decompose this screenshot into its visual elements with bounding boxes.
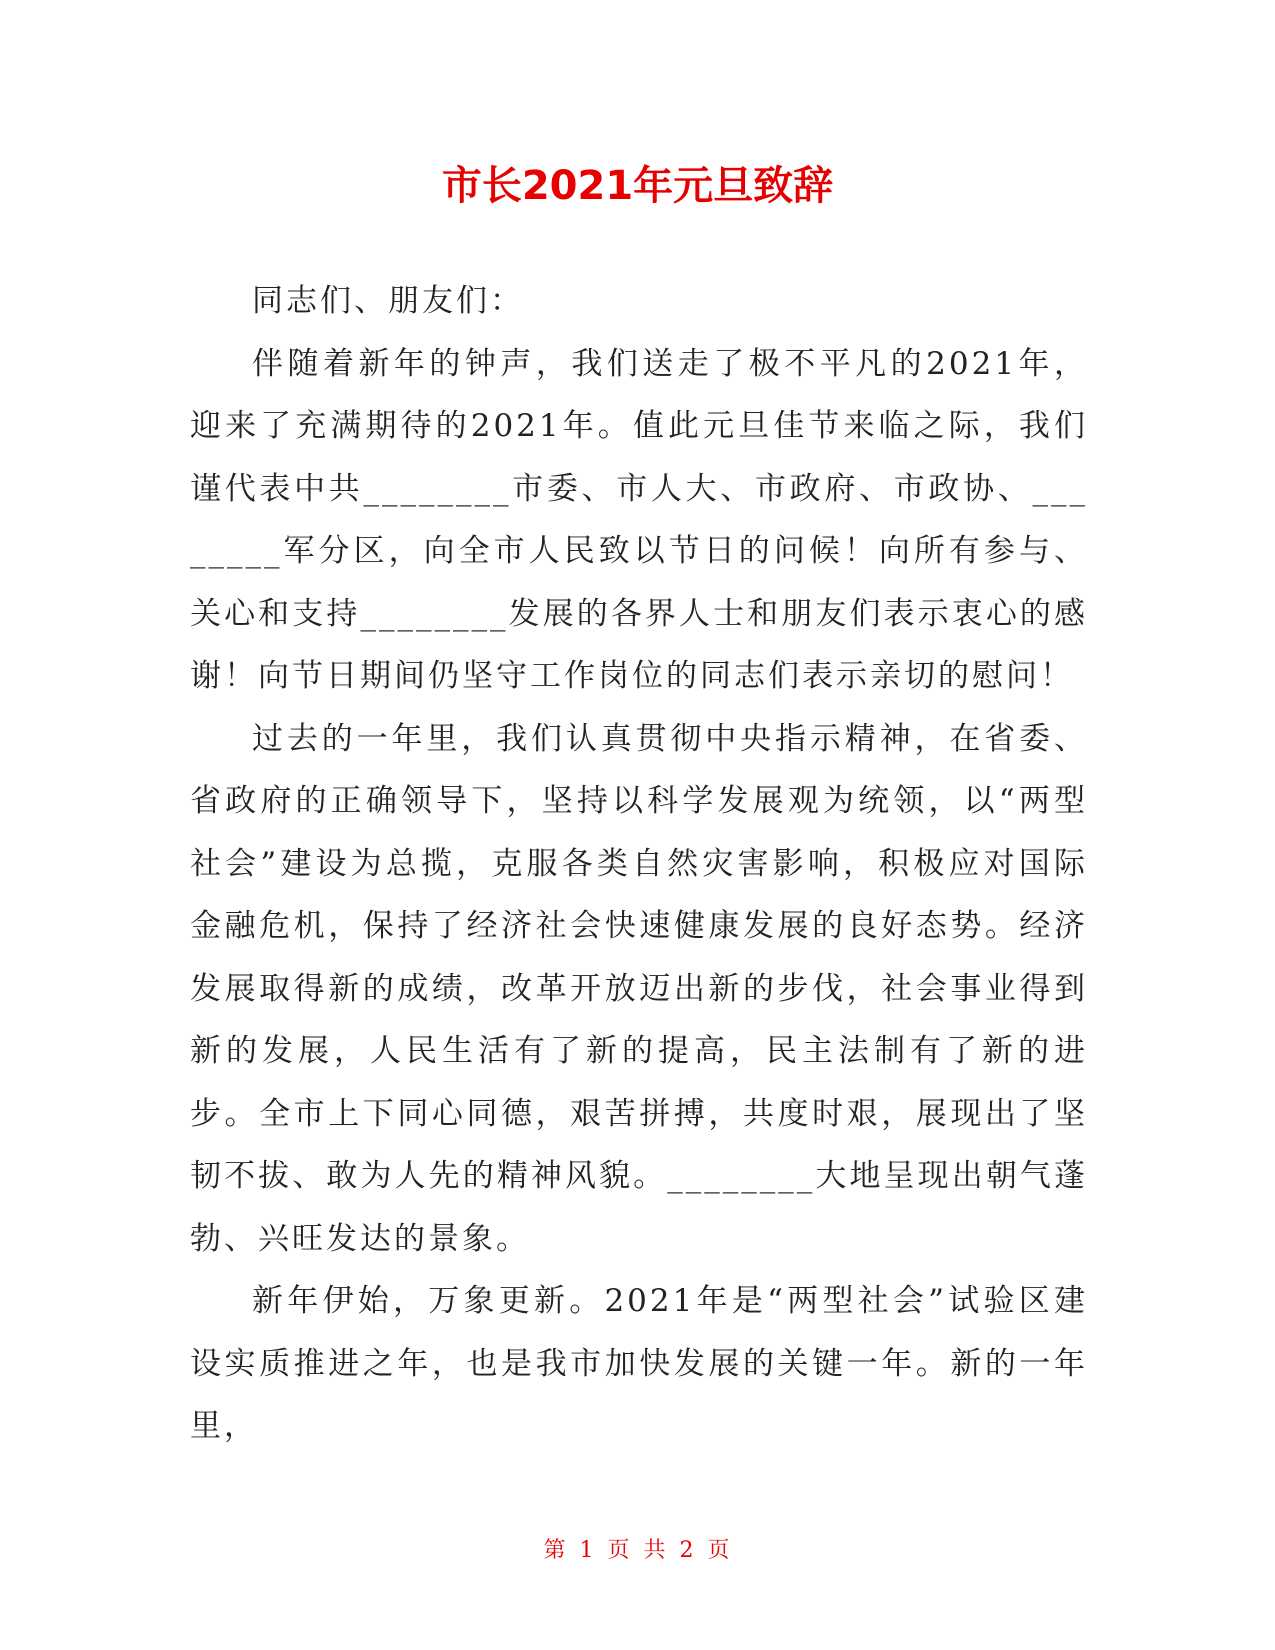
footer-total-pages: 2	[679, 1538, 696, 1563]
footer-page-label: 第	[543, 1538, 568, 1563]
paragraph-greeting: 伴随着新年的钟声，我们送走了极不平凡的2021年，迎来了充满期待的2021年。值此元旦佳节来临之际，我们谨代表中共________市委、市人大、市政府、市政协、________军分区，向全市人民致以节日的问候！向所有参与、关心和支持________发展的各界人士和朋友们表示衷心的感谢！向节日期间仍坚守工作岗位的同志们表示亲切的慰问！	[190, 345, 1088, 694]
page-footer	[0, 1536, 1275, 1566]
footer-page-unit: 页	[607, 1538, 632, 1563]
footer-total-label: 共	[643, 1538, 668, 1563]
paragraph-salutation: 同志们、朋友们：	[252, 283, 524, 319]
footer-current-page: 1	[579, 1538, 596, 1563]
paragraph-new-year: 新年伊始，万象更新。2021年是“两型社会”试验区建设实质推进之年，也是我市加快发展的关键一年。新的一年里，	[190, 1283, 1088, 1444]
paragraph-review: 过去的一年里，我们认真贯彻中央指示精神，在省委、省政府的正确领导下，坚持以科学发展观为统领，以“两型社会”建设为总揽，克服各类自然灾害影响，积极应对国际金融危机，保持了经济社会快速健康发展的良好态势。经济发展取得新的成绩，改革开放迈出新的步伐，社会事业得到新的发展，人民生活有了新的提高，民主法制有了新的进步。全市上下同心同德，艰苦拼搏，共度时艰，展现出了坚韧不拔、敢为人先的精神风貌。________大地呈现出朝气蓬勃、兴旺发达的景象。	[190, 720, 1088, 1257]
footer-total-unit: 页	[707, 1538, 732, 1563]
page-title: 市长2021年元旦致辞	[441, 163, 834, 209]
document-body	[190, 270, 1088, 1458]
